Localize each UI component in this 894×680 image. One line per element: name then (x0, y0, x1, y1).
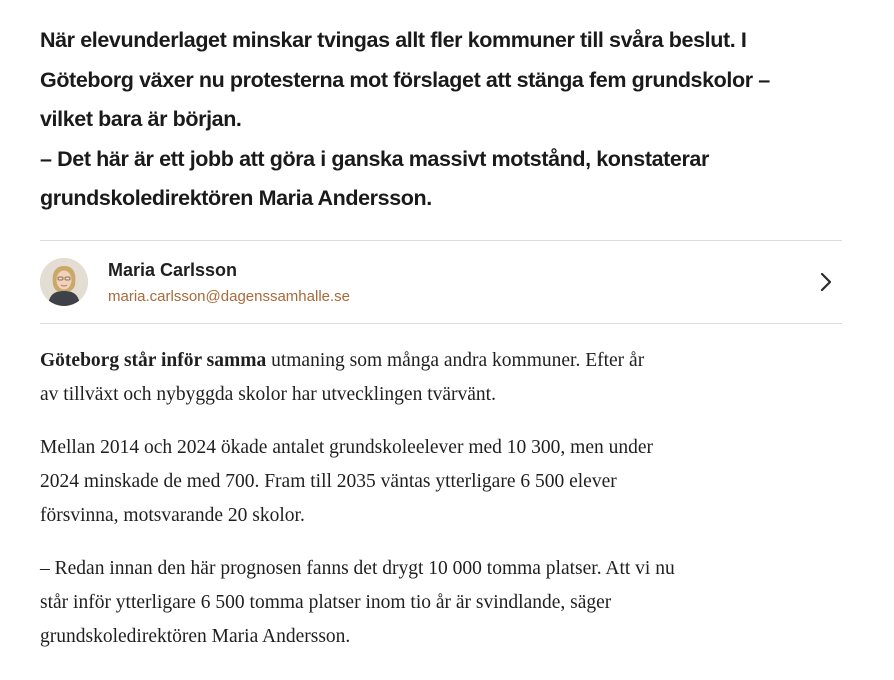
lead-quote-line-1: – Det här är ett jobb att göra i ganska massivt motstånd, konstaterar (40, 146, 709, 171)
body-bold-lead: Göteborg står inför samma (40, 350, 267, 371)
lead-line-2: Göteborg växer nu protesterna mot förslaget att stänga fem grundskolor – (40, 67, 770, 92)
body-p1-line-1-rest: utmaning som många andra kommuner. Efter år (266, 350, 645, 371)
body-p2-line-2: 2024 minskade de med 700. Fram till 2035 väntas ytterligare 6 500 elever (40, 471, 617, 492)
article-lead (40, 21, 860, 219)
lead-quote-line-2: grundskoledirektören Maria Andersson. (40, 186, 432, 210)
author-name[interactable]: Maria Carlsson (108, 260, 238, 280)
article-body (40, 344, 850, 673)
body-p1-line-2: av tillväxt och nybyggda skolor har utvecklingen tvärvänt. (40, 384, 496, 405)
author-divider-bottom (40, 323, 842, 324)
person-avatar-icon (40, 258, 88, 306)
body-p2-line-1: Mellan 2014 och 2024 ökade antalet grundskoleelever med 10 300, men under (40, 437, 653, 458)
author-email-link[interactable]: maria.carlsson@dagenssamhalle.se (108, 288, 351, 305)
lead-line-1: När elevunderlaget minskar tvingas allt fler kommuner till svåra beslut. I (40, 28, 747, 52)
body-p3-line-3: grundskoledirektören Maria Andersson. (40, 626, 351, 647)
author-byline[interactable] (40, 241, 842, 323)
body-p2-line-3: försvinna, motsvarande 20 skolor. (40, 505, 305, 526)
body-p3-line-1: – Redan innan den här prognosen fanns det drygt 10 000 tomma platser. Att vi nu (40, 558, 675, 579)
body-paragraph-2 (40, 431, 850, 533)
body-paragraph-1 (40, 344, 850, 412)
body-p1-line-1 (40, 344, 850, 378)
body-p3-line-2: står inför ytterligare 6 500 tomma platser inom tio år är svindlande, säger (40, 592, 612, 613)
lead-line-3: vilket bara är början. (40, 107, 242, 131)
body-paragraph-3 (40, 552, 850, 654)
chevron-right-icon[interactable] (818, 271, 834, 293)
